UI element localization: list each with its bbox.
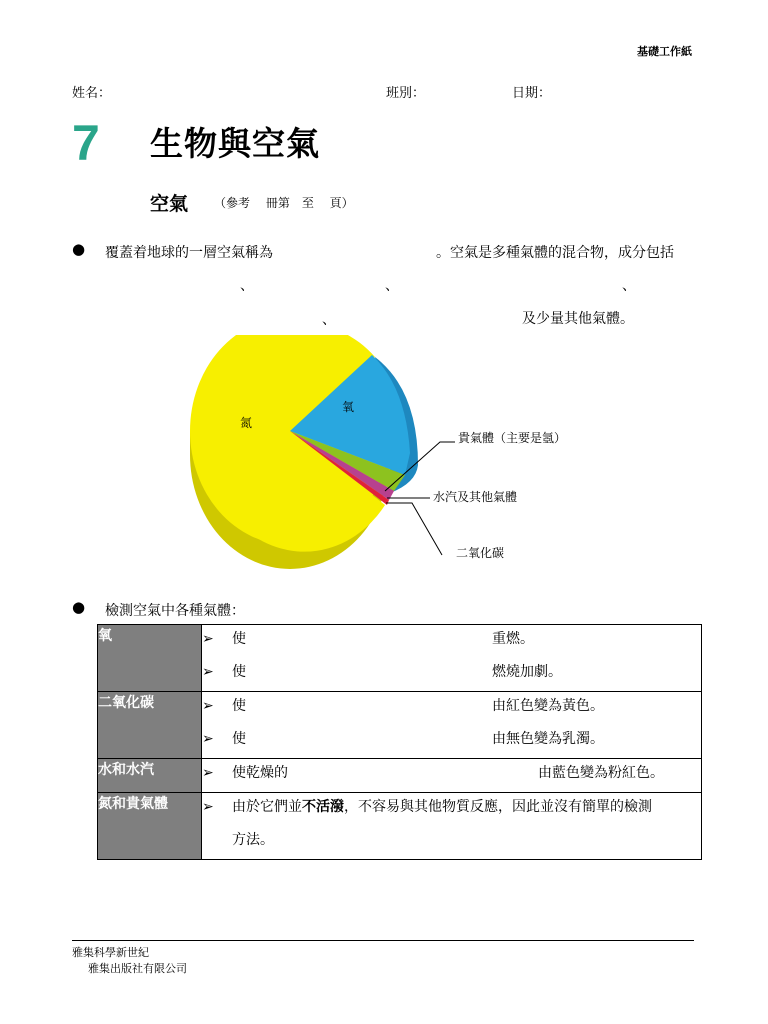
emphasis-text: 不活潑 (302, 799, 344, 815)
gas-name-water: 水和水汽 (98, 759, 202, 793)
arrow-bullet-icon: ➢ (202, 765, 214, 781)
arrow-bullet-icon: ➢ (202, 731, 214, 747)
pie-label-co2: 二氧化碳 (456, 546, 505, 560)
gas-name-oxygen: 氧 (98, 625, 202, 692)
pie-label-oxygen: 氧 (342, 400, 355, 414)
para1-text-b: 。空氣是多種氣體的混合物，成分包括 (436, 245, 674, 261)
para1-comma-1: 、 (240, 278, 254, 294)
table-row-co2: 二氧化碳 ➢ 使 由紅色變為黃色。 ➢ 使 由無色變為乳濁。 (98, 692, 702, 759)
gas-name-noble: 氮和貴氣體 (98, 793, 202, 860)
table-row-water: 水和水汽 ➢ 使乾燥的 由藍色變為粉紅色。 (98, 759, 702, 793)
para1-text-d: 及少量其他氣體。 (522, 311, 634, 327)
para2-text: 檢測空氣中各種氣體： (105, 603, 245, 619)
arrow-bullet-icon: ➢ (202, 631, 214, 647)
para1-comma-2: 、 (385, 278, 399, 294)
para1-text-a: 覆蓋着地球的一層空氣稱為 (105, 245, 273, 261)
chapter-number: 7 (72, 115, 100, 171)
air-composition-pie-chart (180, 335, 600, 580)
footer-series: 雅集科學新世紀 (72, 946, 149, 959)
footer-publisher: 雅集出版社有限公司 (88, 962, 187, 975)
arrow-bullet-icon: ➢ (202, 799, 214, 815)
gas-detection-table (97, 624, 702, 860)
table-row-noble: 氮和貴氣體 ➢ 由於它們並不活潑，不容易與其他物質反應，因此並沒有簡單的檢測 方法。 (98, 793, 702, 860)
section-reference: （參考 冊第 至 頁） (214, 196, 354, 210)
pie-label-water: 水汽及其他氣體 (433, 490, 518, 504)
date-field-label: 日期： (512, 86, 552, 101)
para1-comma-4: 、 (322, 312, 336, 328)
arrow-bullet-icon: ➢ (202, 698, 214, 714)
section-title: 空氣 (150, 193, 189, 215)
chapter-title: 生物與空氣 (150, 124, 320, 163)
class-field-label: 班別： (386, 86, 426, 101)
pie-label-noble: 貴氣體（主要是氬） (458, 431, 567, 445)
leader-co2 (386, 503, 442, 555)
bullet-icon: ● (72, 598, 86, 616)
pie-label-nitrogen: 氮 (240, 416, 253, 430)
gas-name-co2: 二氧化碳 (98, 692, 202, 759)
arrow-bullet-icon: ➢ (202, 664, 214, 680)
bullet-icon: ● (72, 240, 86, 258)
para1-comma-3: 、 (622, 278, 636, 294)
workbook-label: 基礎工作紙 (637, 45, 692, 58)
table-row-oxygen: 氧 ➢ 使 重燃。 ➢ 使 燃燒加劇。 (98, 625, 702, 692)
footer-divider (72, 940, 694, 941)
name-field-label: 姓名： (72, 86, 112, 101)
